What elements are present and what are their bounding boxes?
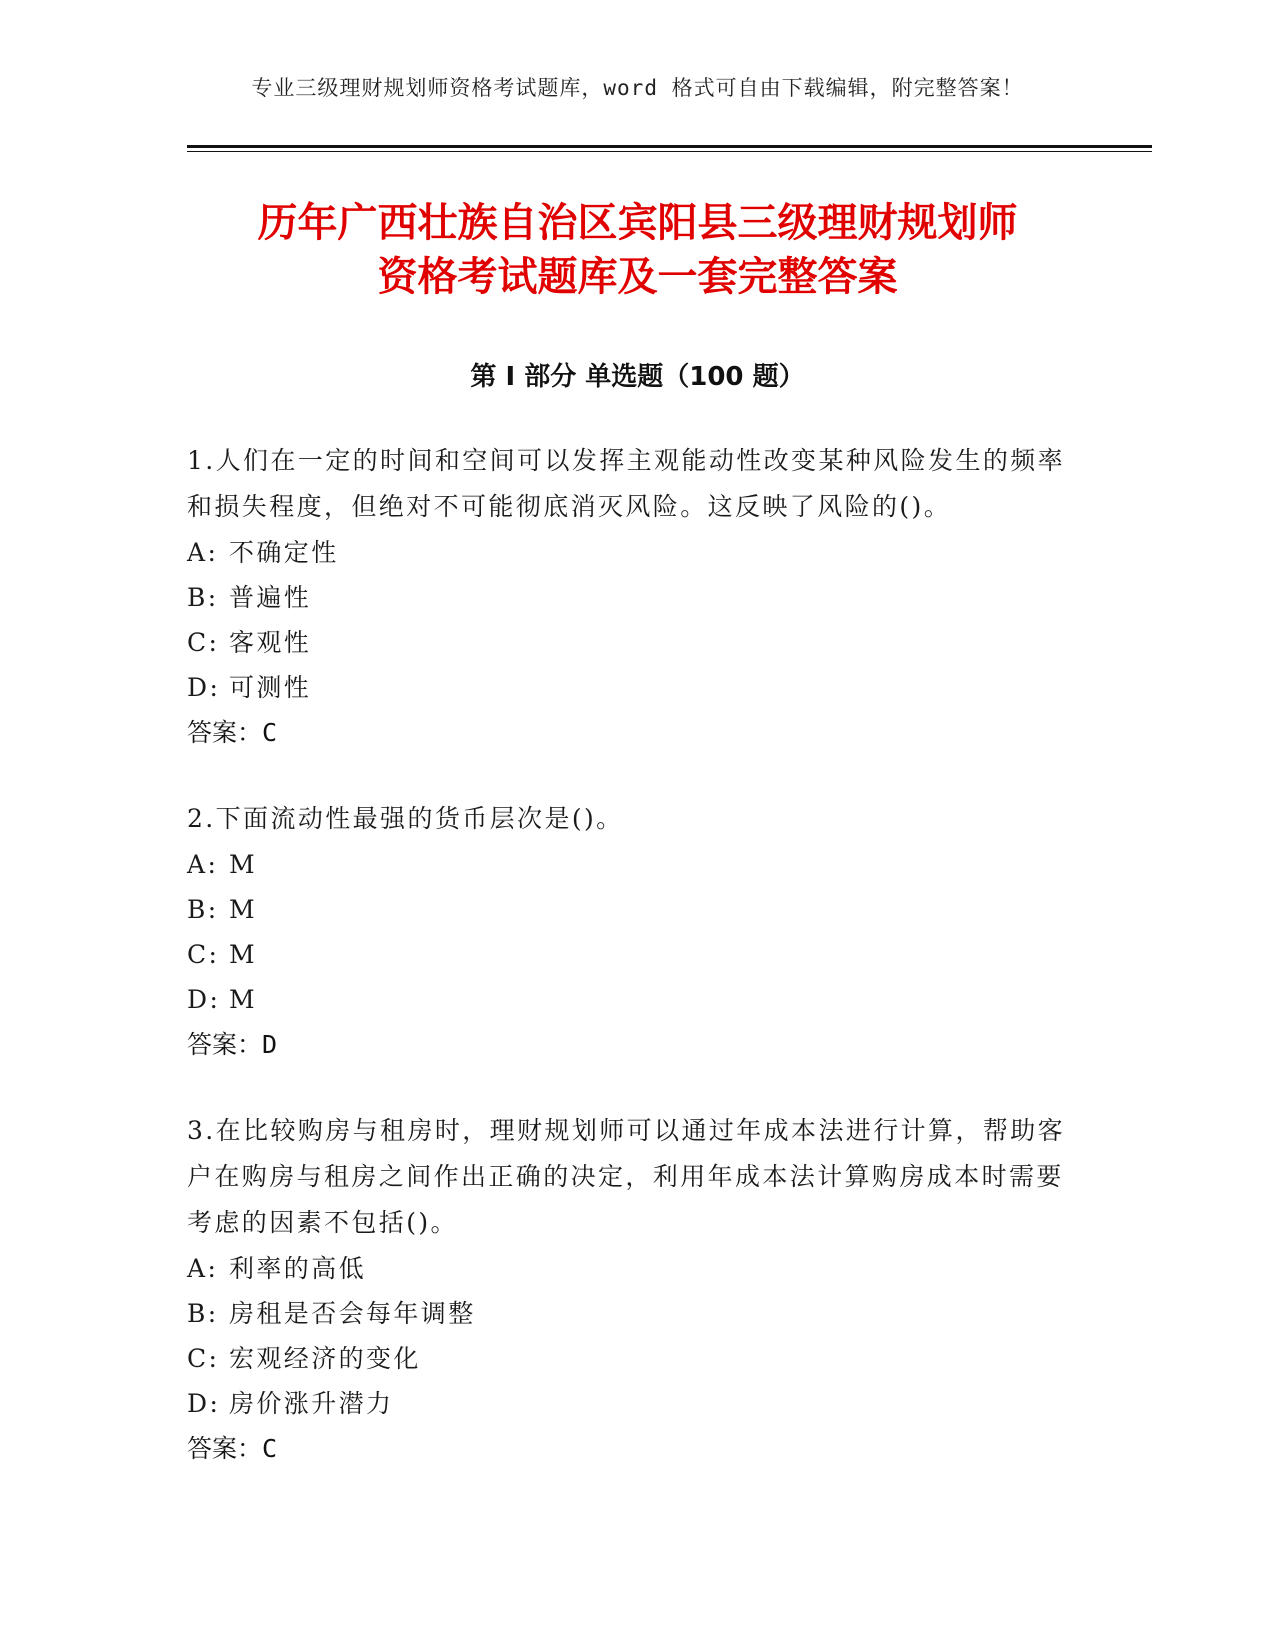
option-text: 可测性 [229,673,312,702]
option-key: A: [187,850,219,879]
title-line-2: 资格考试题库及一套完整答案 [377,254,898,300]
option-text: 利率的高低 [229,1254,367,1283]
option-c [187,932,1067,977]
question-stem: 2.下面流动性最强的货币层次是()。 [187,804,624,833]
question-list [187,438,1067,1512]
option-key: C: [187,940,220,969]
option-text: 宏观经济的变化 [229,1344,421,1373]
option-b [187,575,1067,620]
answer-value: C [262,1434,278,1463]
option-text: M [229,985,257,1014]
answer-value: D [262,1030,278,1059]
option-key: C: [187,628,220,657]
option-d [187,1381,1067,1426]
option-text: 客观性 [229,628,312,657]
option-key: B: [187,895,219,924]
section-heading: 第 I 部分 单选题（100 题） [470,362,805,392]
option-text: 普遍性 [229,583,312,612]
question-2 [187,796,1067,1068]
title-line-1: 历年广西壮族自治区宾阳县三级理财规划师 [257,200,1018,246]
answer-line [187,1426,1067,1472]
question-3 [187,1108,1067,1472]
option-text: M [229,940,257,969]
option-text: M [229,850,257,879]
answer-label: 答案： [187,718,263,747]
answer-line [187,710,1067,756]
question-stem: 3.在比较购房与租房时，理财规划师可以通过年成本法进行计算，帮助客户在购房与租房之间作出正确的决定，利用年成本法计算购房成本时需要考虑的因素不包括()。 [187,1116,1066,1237]
option-key: C: [187,1344,220,1373]
option-b [187,1291,1067,1336]
option-d [187,665,1067,710]
option-key: B: [187,583,219,612]
header-note: 专业三级理财规划师资格考试题库，word 格式可自由下载编辑，附完整答案！ [251,76,1024,100]
answer-value: C [262,718,278,747]
option-c [187,1336,1067,1381]
option-key: B: [187,1299,219,1328]
answer-label: 答案： [187,1434,263,1463]
option-d [187,977,1067,1022]
question-stem: 1.人们在一定的时间和空间可以发挥主观能动性改变某种风险发生的频率和损失程度，但绝对不可能彻底消灭风险。这反映了风险的()。 [187,446,1066,521]
option-key: A: [187,538,219,567]
option-text: M [229,895,257,924]
document-title [0,196,1275,304]
option-a [187,530,1067,575]
option-key: D: [187,673,221,702]
option-key: D: [187,1389,221,1418]
option-text: 房租是否会每年调整 [229,1299,476,1328]
answer-line [187,1022,1067,1068]
option-key: A: [187,1254,219,1283]
option-key: D: [187,985,221,1014]
option-a [187,1246,1067,1291]
option-text: 房价涨升潜力 [229,1389,394,1418]
option-c [187,620,1067,665]
option-a [187,842,1067,887]
header-divider [187,145,1152,152]
option-text: 不确定性 [229,538,339,567]
question-1 [187,438,1067,756]
option-b [187,887,1067,932]
answer-label: 答案： [187,1030,263,1059]
